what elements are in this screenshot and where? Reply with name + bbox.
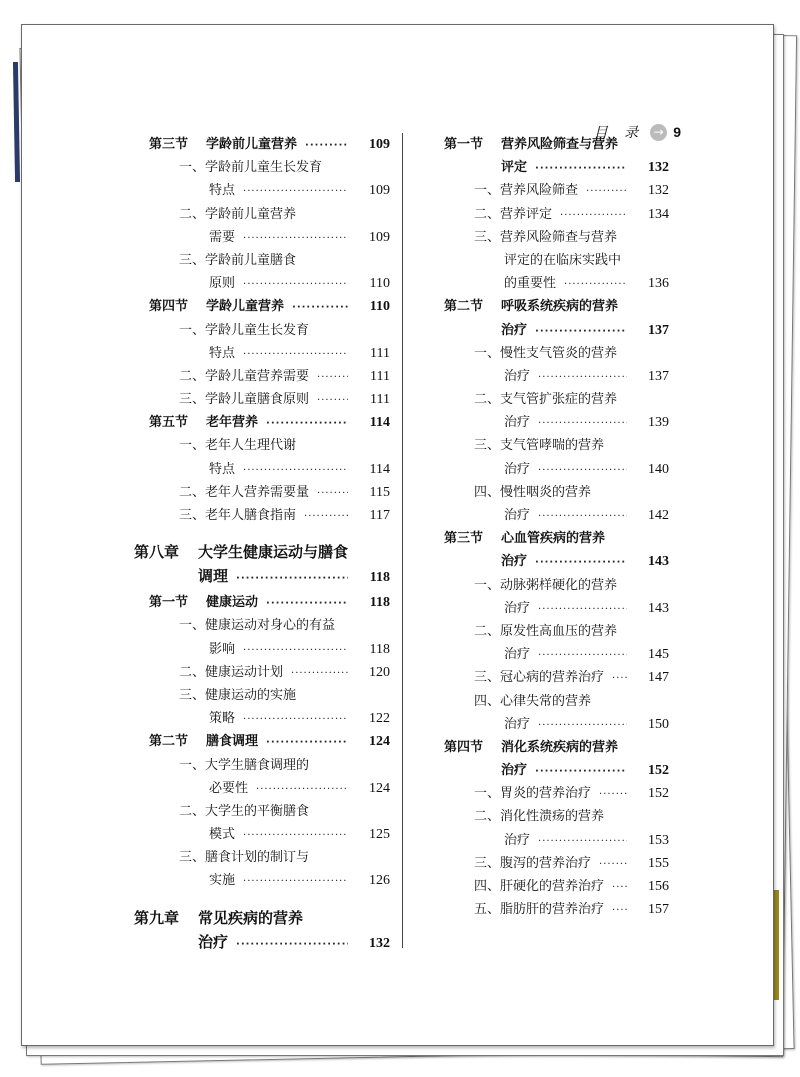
entry-title: 治疗 — [504, 508, 531, 523]
entry-label: 第四节 — [149, 299, 189, 315]
entry-page: 140 — [648, 461, 669, 477]
page-number: 9 — [673, 124, 681, 140]
entry-title: 一、学龄儿童生长发育 — [179, 322, 310, 338]
entry-page: 147 — [648, 670, 669, 686]
entry-page: 137 — [648, 322, 669, 338]
toc-entry[interactable] — [134, 226, 390, 249]
entry-title: 二、营养评定 — [474, 206, 553, 222]
toc-entry[interactable] — [429, 782, 669, 805]
toc-entry[interactable] — [134, 564, 390, 589]
entry-title: 心血管疾病的营养 — [501, 531, 606, 547]
entry-title: 模式 — [209, 827, 236, 843]
entry-title: 治疗 — [504, 716, 531, 732]
entry-title: 学龄儿童营养 — [206, 299, 285, 315]
dot-leader — [243, 180, 348, 203]
entry-title: 健康运动 — [206, 595, 259, 611]
dot-leader — [243, 273, 348, 296]
dot-leader — [538, 505, 627, 528]
toc-page — [21, 24, 774, 1046]
toc-entry[interactable] — [134, 342, 390, 365]
toc-entry[interactable] — [134, 930, 390, 955]
entry-page: 114 — [369, 461, 390, 477]
entry-title: 治疗 — [504, 647, 531, 663]
dot-leader — [266, 731, 348, 754]
dot-leader — [535, 551, 627, 574]
entry-title: 影响 — [209, 641, 236, 657]
entry-title: 治疗 — [501, 322, 528, 338]
entry-title: 一、营养风险筛查 — [474, 183, 579, 199]
header-title: 目 录 — [593, 125, 645, 141]
dot-leader — [243, 870, 348, 893]
entry-title: 的重要性 — [504, 276, 557, 292]
dot-leader — [538, 830, 627, 853]
entry-page: 111 — [370, 368, 390, 384]
dot-leader — [304, 505, 348, 528]
entry-page: 110 — [369, 276, 390, 292]
dot-leader — [538, 412, 627, 435]
entry-page: 156 — [648, 879, 669, 894]
dot-leader — [560, 204, 627, 227]
toc-entry[interactable] — [429, 666, 669, 689]
entry-title: 一、慢性支气管炎的营养 — [474, 345, 618, 361]
entry-page: 122 — [369, 711, 390, 727]
entry-page: 120 — [369, 664, 390, 680]
toc-entry[interactable] — [429, 133, 669, 156]
entry-title: 一、健康运动对身心的有益 — [179, 618, 336, 634]
entry-title: 一、老年人生理代谢 — [179, 438, 297, 454]
toc-entry[interactable] — [429, 852, 669, 875]
toc-entry[interactable] — [134, 411, 390, 434]
entry-title: 实施 — [209, 873, 236, 889]
dot-leader — [612, 667, 627, 690]
entry-title: 一、动脉粥样硬化的营养 — [474, 577, 618, 593]
toc-entry[interactable] — [429, 342, 669, 365]
entry-page: 152 — [648, 763, 669, 779]
dot-leader — [317, 482, 348, 505]
toc-entry[interactable] — [429, 527, 669, 550]
entry-title: 三、健康运动的实施 — [179, 687, 297, 703]
entry-title: 三、学龄儿童膳食原则 — [179, 392, 310, 408]
dot-leader — [243, 459, 348, 482]
entry-page: 109 — [369, 229, 390, 245]
dot-leader — [243, 227, 348, 250]
dot-leader — [236, 932, 348, 957]
entry-title: 三、膳食计划的制订与 — [179, 850, 310, 866]
dot-leader — [243, 639, 348, 662]
toc-entry[interactable] — [134, 684, 390, 707]
entry-label: 第三节 — [444, 531, 484, 547]
toc-entry[interactable] — [429, 504, 669, 527]
entry-title: 治疗 — [501, 554, 528, 570]
dot-leader — [243, 708, 348, 731]
entry-page: 110 — [369, 299, 390, 315]
entry-label: 第一节 — [149, 595, 189, 611]
toc-entry[interactable] — [429, 156, 669, 179]
entry-page: 109 — [369, 183, 390, 199]
entry-page: 114 — [369, 415, 390, 431]
entry-title: 二、大学生的平衡膳食 — [179, 803, 310, 819]
toc-entry[interactable] — [134, 730, 390, 753]
dot-leader — [317, 366, 348, 389]
toc-entry[interactable] — [429, 550, 669, 573]
toc-entry[interactable] — [134, 754, 390, 777]
toc-entry[interactable] — [134, 179, 390, 202]
toc-entry[interactable] — [429, 388, 669, 411]
toc-entry[interactable] — [134, 638, 390, 661]
dot-leader — [538, 459, 627, 482]
entry-title: 三、营养风险筛查与营养 — [474, 229, 618, 245]
toc-entry[interactable] — [134, 869, 390, 892]
toc-entry[interactable] — [134, 458, 390, 481]
entry-page: 139 — [648, 415, 669, 431]
dot-leader — [538, 714, 627, 737]
toc-entry[interactable] — [429, 805, 669, 828]
toc-entry[interactable] — [429, 319, 669, 342]
entry-label: 第二节 — [149, 734, 189, 750]
dot-leader — [599, 783, 627, 806]
entry-title: 治疗 — [504, 461, 531, 477]
entry-title: 评定 — [501, 160, 528, 176]
entry-page: 124 — [369, 780, 390, 796]
entry-title: 膳食调理 — [206, 734, 259, 750]
entry-title: 四、心律失常的营养 — [474, 693, 592, 709]
toc-entry[interactable] — [134, 614, 390, 637]
entry-page: 115 — [369, 484, 390, 500]
toc-entry[interactable] — [429, 620, 669, 643]
dot-leader — [612, 899, 627, 922]
entry-title: 治疗 — [504, 415, 531, 431]
toc-entry[interactable] — [429, 875, 669, 898]
entry-title: 一、学龄前儿童生长发育 — [179, 160, 323, 176]
toc-entry[interactable] — [134, 249, 390, 272]
toc-entry[interactable] — [134, 319, 390, 342]
toc-entry[interactable] — [429, 898, 669, 921]
toc-entry[interactable] — [134, 133, 390, 156]
dot-leader — [256, 778, 348, 801]
toc-entry[interactable] — [134, 661, 390, 684]
toc-entry[interactable] — [134, 434, 390, 457]
entry-page: 111 — [370, 345, 390, 361]
dot-leader — [538, 366, 627, 389]
toc-entry[interactable] — [429, 203, 669, 226]
entry-label: 第二节 — [444, 299, 484, 315]
entry-page: 143 — [648, 600, 669, 616]
cover-edge — [774, 890, 779, 1000]
entry-title: 必要性 — [209, 780, 249, 796]
entry-title: 二、支气管扩张症的营养 — [474, 392, 618, 408]
entry-title: 策略 — [209, 711, 236, 727]
entry-title: 消化系统疾病的营养 — [501, 739, 619, 755]
entry-page: 142 — [648, 508, 669, 523]
entry-page: 152 — [648, 786, 669, 802]
entry-title: 二、学龄儿童营养需要 — [179, 368, 310, 384]
toc-entry[interactable] — [429, 365, 669, 388]
entry-title: 调理 — [198, 567, 229, 586]
entry-title: 特点 — [209, 345, 236, 361]
entry-page: 137 — [648, 368, 669, 384]
toc-entry[interactable] — [429, 759, 669, 782]
entry-page: 117 — [369, 508, 390, 523]
toc-entry[interactable] — [134, 272, 390, 295]
dot-leader — [535, 760, 627, 783]
toc-entry[interactable] — [429, 411, 669, 434]
entry-title: 呼吸系统疾病的营养 — [501, 299, 619, 315]
entry-page: 118 — [369, 595, 390, 611]
entry-page: 143 — [648, 554, 669, 570]
entry-title: 二、原发性高血压的营养 — [474, 623, 618, 639]
dot-leader — [535, 320, 627, 343]
entry-title: 治疗 — [504, 600, 531, 616]
entry-title: 三、冠心病的营养治疗 — [474, 670, 605, 686]
toc-entry[interactable] — [134, 156, 390, 179]
toc-entry[interactable] — [134, 800, 390, 823]
entry-page: 126 — [369, 873, 390, 889]
entry-page: 150 — [648, 716, 669, 732]
entry-title: 老年营养 — [206, 415, 259, 431]
entry-title: 特点 — [209, 461, 236, 477]
entry-title: 需要 — [209, 229, 236, 245]
toc-entry[interactable] — [429, 574, 669, 597]
toc-entry[interactable] — [134, 295, 390, 318]
dot-leader — [266, 592, 348, 615]
entry-title: 四、肝硬化的营养治疗 — [474, 879, 605, 894]
toc-entry[interactable] — [429, 458, 669, 481]
entry-page: 124 — [369, 734, 390, 750]
toc-entry[interactable] — [429, 643, 669, 666]
entry-label: 第九章 — [134, 908, 180, 927]
arrow-right-icon: → — [650, 124, 667, 141]
entry-page: 145 — [648, 647, 669, 663]
entry-title: 特点 — [209, 183, 236, 199]
entry-page: 132 — [369, 935, 390, 951]
entry-label: 第四节 — [444, 739, 484, 755]
dot-leader — [612, 876, 627, 899]
entry-title: 学龄前儿童营养 — [206, 137, 298, 152]
toc-entry[interactable] — [134, 481, 390, 504]
entry-title: 治疗 — [504, 368, 531, 384]
entry-page: 125 — [369, 827, 390, 843]
entry-title: 二、老年人营养需要量 — [179, 484, 310, 500]
entry-title: 三、腹泻的营养治疗 — [474, 855, 592, 871]
entry-label: 第三节 — [149, 137, 189, 152]
entry-page: 132 — [648, 183, 669, 199]
dot-leader — [292, 296, 348, 319]
entry-title: 三、学龄前儿童膳食 — [179, 252, 297, 268]
entry-page: 109 — [369, 137, 390, 152]
toc-entry[interactable] — [429, 829, 669, 852]
toc-entry[interactable] — [429, 690, 669, 713]
dot-leader — [243, 343, 348, 366]
entry-title: 二、健康运动计划 — [179, 664, 284, 680]
entry-page: 118 — [369, 570, 390, 586]
entry-page: 132 — [648, 160, 669, 176]
toc-entry[interactable] — [134, 365, 390, 388]
entry-title: 二、消化性溃疡的营养 — [474, 809, 605, 825]
entry-label: 第八章 — [134, 543, 180, 562]
toc-entry[interactable] — [134, 777, 390, 800]
dot-leader — [243, 824, 348, 847]
cover-edge — [13, 62, 20, 182]
entry-page: 155 — [648, 855, 669, 871]
entry-title: 三、老年人膳食指南 — [179, 508, 297, 523]
dot-leader — [317, 389, 348, 412]
toc-entry[interactable] — [429, 597, 669, 620]
entry-title: 原则 — [209, 276, 236, 292]
entry-label: 第五节 — [149, 415, 189, 431]
entry-title: 常见疾病的营养 — [198, 908, 304, 927]
toc-entry[interactable] — [429, 481, 669, 504]
toc-entry[interactable] — [134, 846, 390, 869]
dot-leader — [291, 662, 348, 685]
dot-leader — [305, 134, 348, 157]
dot-leader — [266, 412, 348, 435]
toc-entry[interactable] — [134, 388, 390, 411]
entry-title: 一、大学生膳食调理的 — [179, 757, 310, 773]
dot-leader — [538, 644, 627, 667]
entry-page: 118 — [369, 641, 390, 657]
dot-leader — [236, 566, 348, 591]
toc-entry[interactable] — [134, 540, 390, 564]
entry-title: 三、支气管哮喘的营养 — [474, 438, 605, 454]
entry-title: 治疗 — [504, 832, 531, 848]
entry-page: 134 — [648, 206, 669, 222]
dot-leader — [535, 157, 627, 180]
toc-entry[interactable] — [134, 906, 390, 930]
dot-leader — [538, 598, 627, 621]
toc-entry[interactable] — [429, 295, 669, 318]
entry-label: 第一节 — [444, 137, 484, 152]
entry-title: 大学生健康运动与膳食 — [198, 543, 349, 562]
toc-left-column — [134, 133, 390, 955]
toc-entry[interactable] — [429, 434, 669, 457]
dot-leader — [599, 853, 627, 876]
toc-entry[interactable] — [134, 591, 390, 614]
toc-entry[interactable] — [429, 272, 669, 295]
toc-entry[interactable] — [134, 504, 390, 527]
toc-entry[interactable] — [429, 226, 669, 249]
dot-leader — [586, 180, 627, 203]
toc-right-column — [429, 133, 669, 921]
toc-entry[interactable] — [134, 823, 390, 846]
entry-page: 136 — [648, 276, 669, 292]
entry-page: 111 — [370, 392, 390, 408]
entry-page: 157 — [648, 902, 669, 918]
toc-entry[interactable] — [429, 179, 669, 202]
entry-title: 二、学龄前儿童营养 — [179, 206, 297, 222]
toc-entry[interactable] — [134, 203, 390, 226]
toc-entry[interactable] — [429, 249, 669, 272]
entry-title: 治疗 — [198, 932, 229, 951]
entry-title: 评定的在临床实践中 — [504, 252, 622, 268]
entry-page: 153 — [648, 832, 669, 848]
entry-title: 一、胃炎的营养治疗 — [474, 786, 592, 802]
toc-entry[interactable] — [134, 707, 390, 730]
entry-title: 治疗 — [501, 763, 528, 779]
toc-entry[interactable] — [429, 736, 669, 759]
toc-entry[interactable] — [429, 713, 669, 736]
entry-title: 五、脂肪肝的营养治疗 — [474, 902, 605, 918]
column-divider — [402, 133, 403, 948]
entry-title: 四、慢性咽炎的营养 — [474, 484, 592, 500]
dot-leader — [564, 273, 627, 296]
entry-title: 营养风险筛查与营养 — [501, 137, 619, 152]
